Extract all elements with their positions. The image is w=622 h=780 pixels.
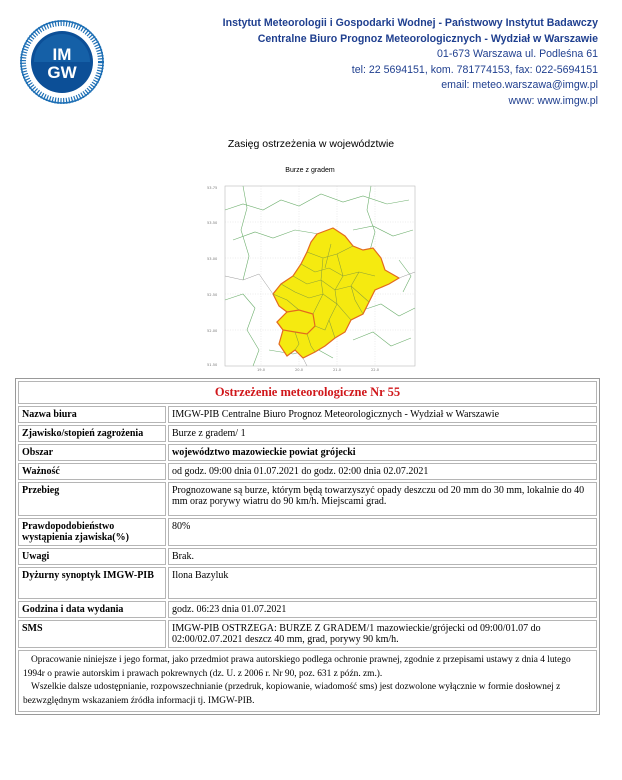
row-label: Zjawisko/stopień zagrożenia xyxy=(18,425,166,442)
map-title: Zasięg ostrzeżenia w województwie xyxy=(227,138,395,150)
svg-text:53.75: 53.75 xyxy=(207,186,218,190)
institute-name: Instytut Meteorologii i Gospodarki Wodnej - Państwowy Instytut Badawczy xyxy=(222,17,598,29)
row-value: 80% xyxy=(168,518,597,546)
logo-text: IM xyxy=(52,45,72,64)
table-row xyxy=(18,620,597,648)
table-row xyxy=(18,567,597,599)
svg-text:20.0: 20.0 xyxy=(295,368,304,372)
row-value: Ilona Bazyluk xyxy=(168,567,597,599)
row-label: Prawdopodobieństwo wystąpienia zjawiska(%) xyxy=(18,518,166,546)
svg-text:53.00: 53.00 xyxy=(207,257,218,261)
row-label: Uwagi xyxy=(18,548,166,565)
row-value: IMGW-PIB OSTRZEGA: BURZE Z GRADEM/1 mazowieckie/grójecki od 09:00/01.07 do 02:00/02.07.2021 deszcz 40 mm, grad, porywy 90 km/h. xyxy=(168,620,597,648)
table-row xyxy=(18,463,597,480)
row-value: województwo mazowieckie powiat grójecki xyxy=(168,444,597,461)
usage-paragraph: Wszelkie dalsze udostępnianie, rozpowszechnianie (przedruk, kopiowanie, wiadomość sms) jest dozwolone wyłącznie w formie dosłownej z bezwzględnym wskazaniem źródła informacji tj. IMGW-PIB. xyxy=(23,682,561,706)
www-link[interactable]: www: www.imgw.pl xyxy=(508,94,598,107)
row-value: Burze z gradem/ 1 xyxy=(168,425,597,442)
svg-text:52.00: 52.00 xyxy=(207,329,218,333)
institute-header xyxy=(178,16,598,109)
imgw-logo xyxy=(20,20,104,104)
svg-text:GW: GW xyxy=(47,63,77,82)
warning-map xyxy=(203,180,417,372)
row-label: Dyżurny synoptyk IMGW-PIB xyxy=(18,567,166,599)
svg-text:51.50: 51.50 xyxy=(207,363,218,367)
row-value: IMGW-PIB Centralne Biuro Prognoz Meteorologicznych - Wydział w Warszawie xyxy=(168,406,597,423)
map-subtitle: Burze z gradem xyxy=(285,167,335,174)
row-value: godz. 06:23 dnia 01.07.2021 xyxy=(168,601,597,618)
svg-text:22.0: 22.0 xyxy=(371,368,380,372)
table-row xyxy=(18,601,597,618)
row-value: od godz. 09:00 dnia 01.07.2021 do godz. 02:00 dnia 02.07.2021 xyxy=(168,463,597,480)
phone: tel: 22 5694151, kom. 781774153, fax: 022-5694151 xyxy=(351,63,598,76)
address: 01-673 Warszawa ul. Podleśna 61 xyxy=(437,48,598,60)
table-row xyxy=(18,406,597,423)
warning-title: Ostrzeżenie meteorologiczne Nr 55 xyxy=(18,381,597,404)
table-row xyxy=(18,518,597,546)
warning-table xyxy=(15,378,600,715)
row-label: Nazwa biura xyxy=(18,406,166,423)
row-label: Obszar xyxy=(18,444,166,461)
copyright-notice xyxy=(18,650,597,712)
row-label: Ważność xyxy=(18,463,166,480)
copyright-paragraph: Opracowanie niniejsze i jego format, jako przedmiot prawa autorskiego podlega ochronie prawnej, zgodnie z przepisami ustawy z dnia 4 lutego 1994r o prawie autorskim i prawach pokrewnych (dz. U. z 2006 r. Nr 90, poz. 631 z późn. zm.). xyxy=(23,655,571,679)
table-row xyxy=(18,444,597,461)
row-label: SMS xyxy=(18,620,166,648)
svg-text:52.50: 52.50 xyxy=(207,293,218,297)
svg-text:21.0: 21.0 xyxy=(333,368,342,372)
table-row xyxy=(18,482,597,516)
office-name: Centralne Biuro Prognoz Meteorologicznych - Wydział w Warszawie xyxy=(257,32,598,45)
email-link[interactable]: email: meteo.warszawa@imgw.pl xyxy=(441,79,598,91)
table-row xyxy=(18,548,597,565)
row-value: Prognozowane są burze, którym będą towarzyszyć opady deszczu od 20 mm do 30 mm, lokalnie do 40 mm oraz porywy wiatru do 90 km/h. Miejscami grad. xyxy=(168,482,597,516)
row-value: Brak. xyxy=(168,548,597,565)
row-label: Godzina i data wydania xyxy=(18,601,166,618)
table-row xyxy=(18,425,597,442)
svg-text:19.0: 19.0 xyxy=(257,368,266,372)
svg-text:53.50: 53.50 xyxy=(207,221,218,225)
row-label: Przebieg xyxy=(18,482,166,516)
